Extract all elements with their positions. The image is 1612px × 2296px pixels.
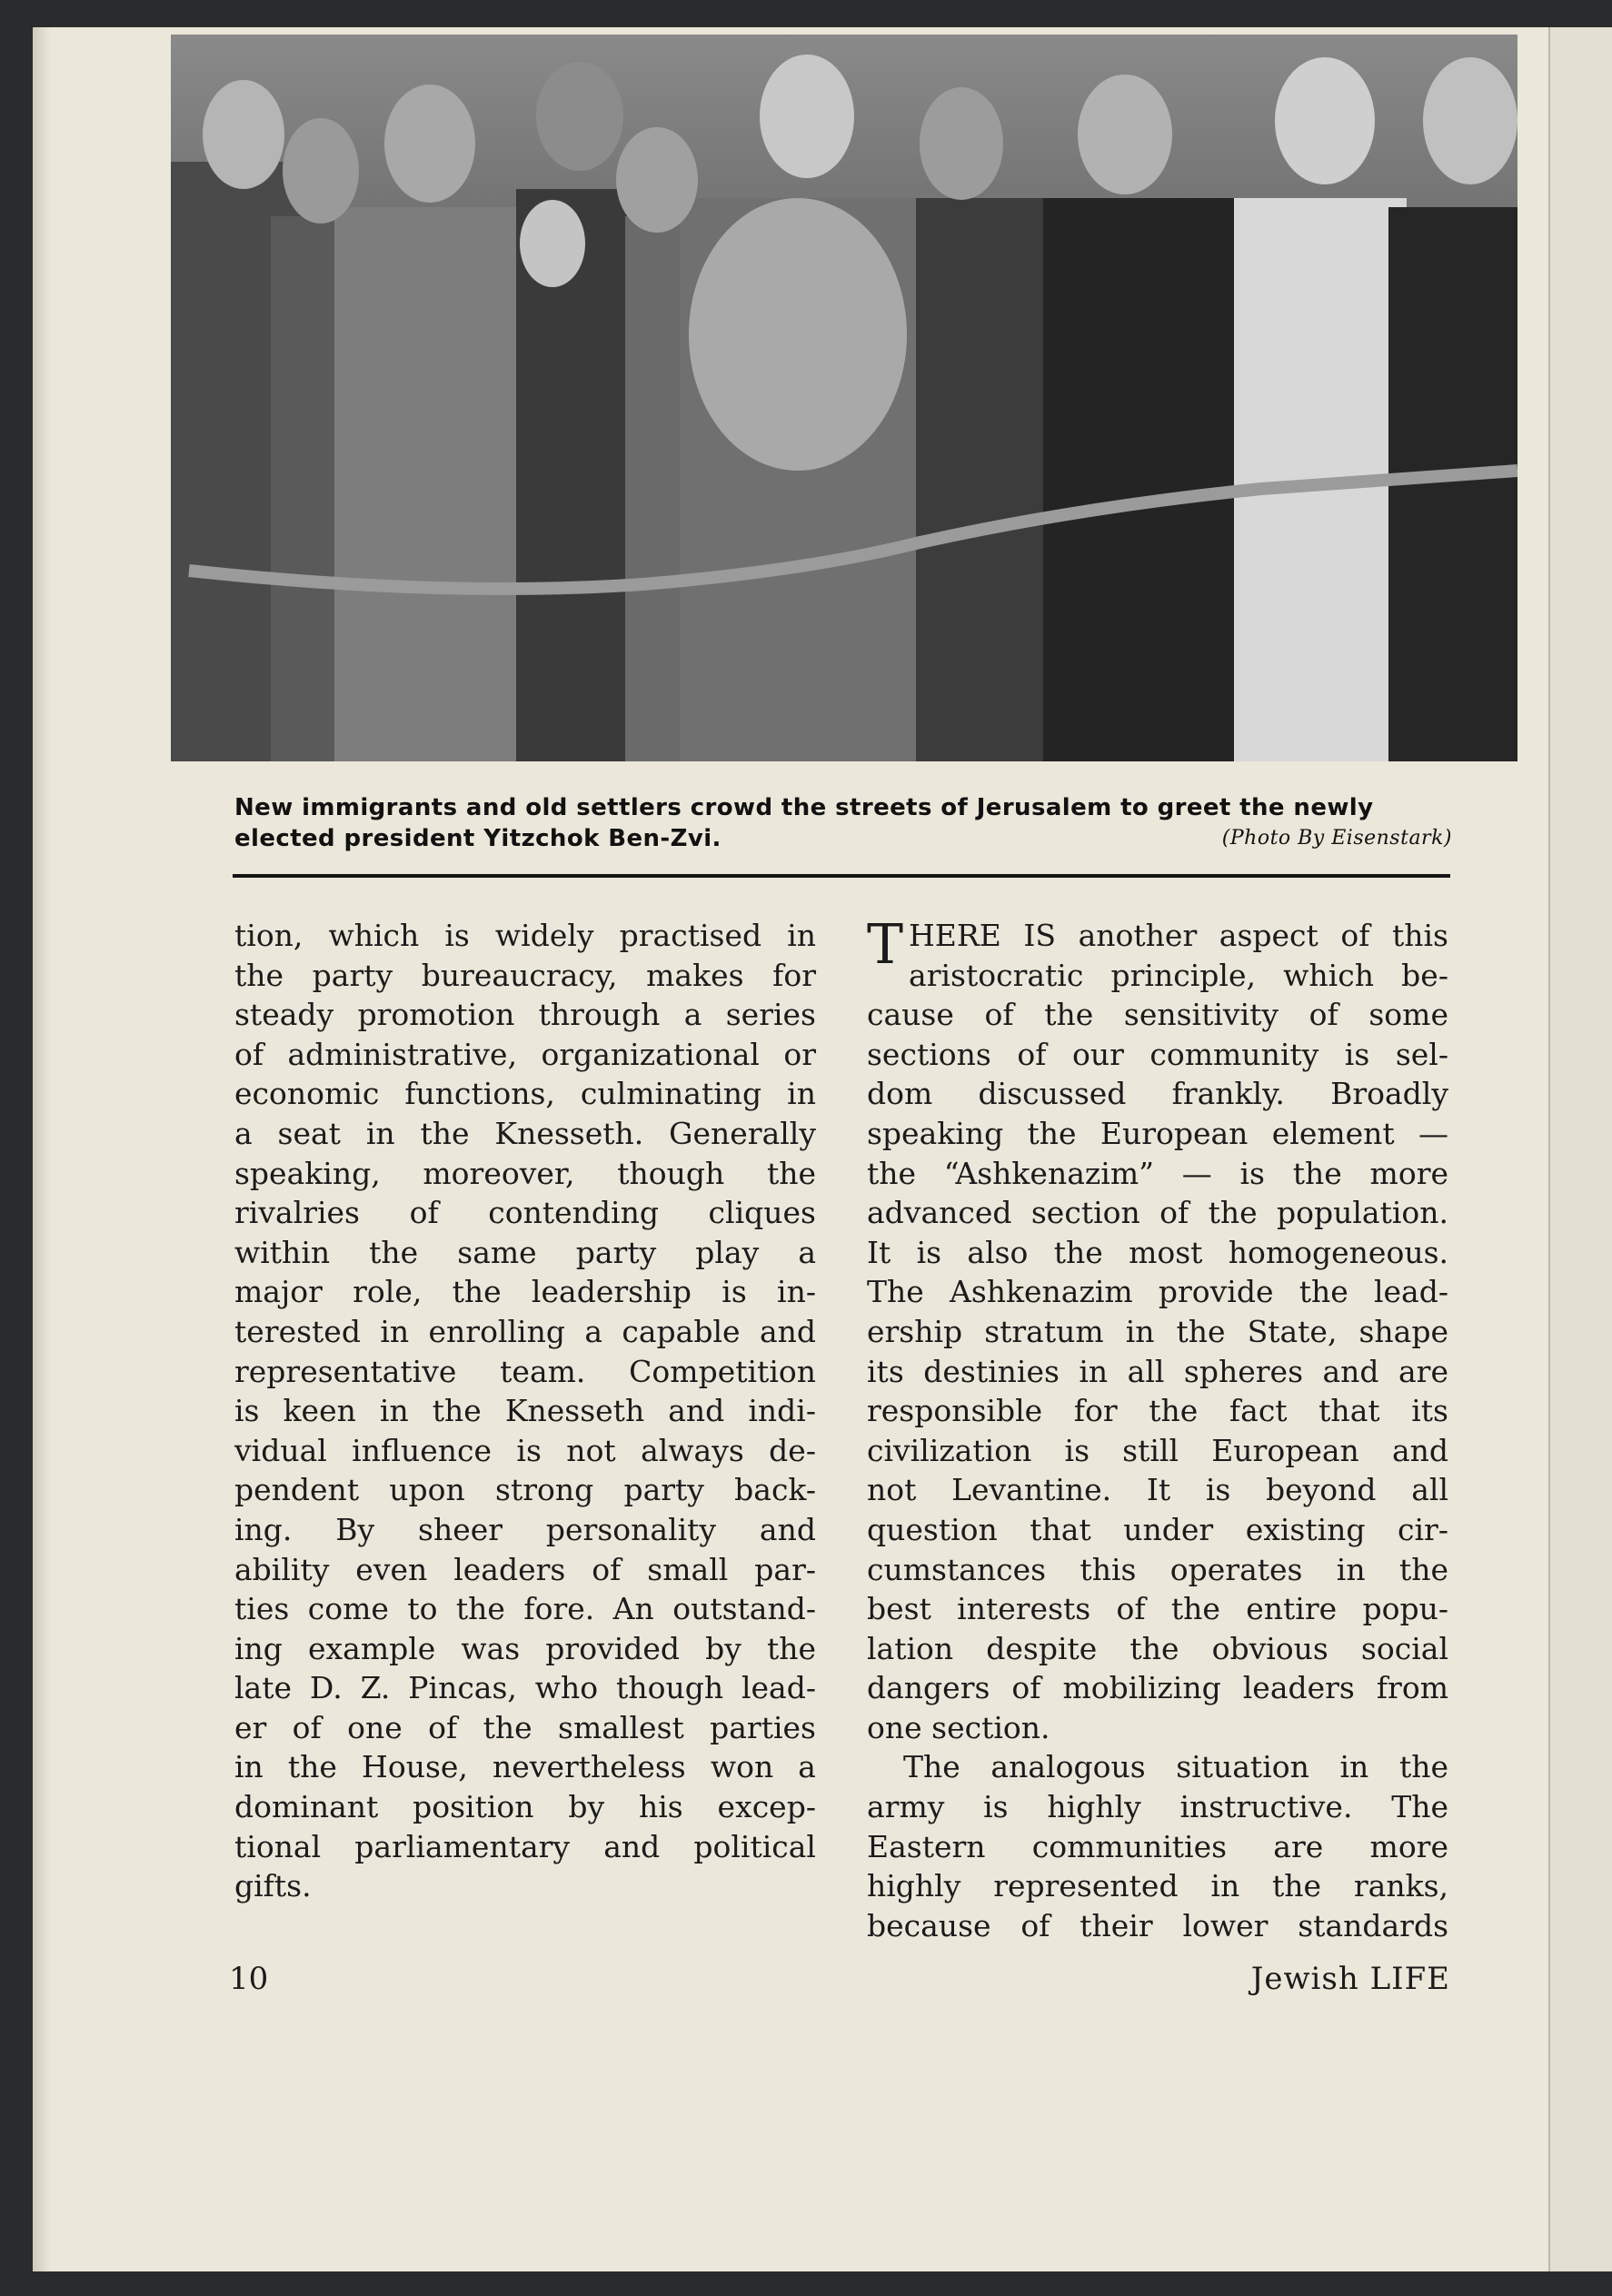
article-line: best interests of the entire popu- (867, 1591, 1448, 1627)
article-line: the “Ashkenazim” — is the more (867, 1155, 1448, 1191)
article-line: not Levantine. It is beyond all (867, 1472, 1448, 1508)
crowd-photo-icon (171, 35, 1517, 761)
article-line: highly represented in the ranks, (867, 1868, 1448, 1904)
article-line: a seat in the Knesseth. Generally (234, 1115, 816, 1151)
gutter-shadow (33, 27, 51, 2271)
article-line: ability even leaders of small par- (234, 1551, 816, 1587)
article-line: dominant position by his excep- (234, 1789, 816, 1825)
article-line: tion, which is widely practised in (234, 918, 816, 953)
article-line: speaking the European element — (867, 1115, 1448, 1151)
article-line: terested in enrolling a capable and (234, 1313, 816, 1349)
article-line: er of one of the smallest parties (234, 1709, 816, 1745)
article-line: economic functions, culminating in (234, 1076, 816, 1112)
caption-rule (233, 874, 1450, 878)
article-line: It is also the most homogeneous. (867, 1234, 1448, 1270)
article-line: ing. By sheer personality and (234, 1511, 816, 1547)
left-text-column (234, 916, 816, 1906)
article-line: pendent upon strong party back- (234, 1472, 816, 1508)
article-line: THERE IS another aspect of this (867, 913, 1448, 977)
article-line: lation despite the obvious social (867, 1630, 1448, 1666)
article-line: The Ashkenazim provide the lead- (867, 1274, 1448, 1310)
caption-line-2: elected president Yitzchok Ben-Zvi. (234, 825, 721, 852)
article-line: rivalries of contending cliques (234, 1195, 816, 1231)
article-line: of administrative, organizational or (234, 1036, 816, 1072)
article-line: question that under existing cir- (867, 1511, 1448, 1547)
adjacent-page-edge (1548, 27, 1612, 2271)
right-paragraph-1 (867, 995, 1448, 1747)
article-line: ing example was provided by the (234, 1630, 816, 1666)
article-line: ership stratum in the State, shape (867, 1313, 1448, 1349)
article-line: civilization is still European and (867, 1432, 1448, 1468)
crowd-photo (171, 35, 1517, 761)
article-line: speaking, moreover, though the (234, 1155, 816, 1191)
photo-credit: (Photo By Eisenstark) (1221, 827, 1452, 850)
article-line: tional parliamentary and political (234, 1828, 816, 1864)
article-line: vidual influence is not always de- (234, 1432, 816, 1468)
article-line: within the same party play a (234, 1234, 816, 1270)
article-line: gifts. (234, 1868, 312, 1904)
article-line: steady promotion through a series (234, 997, 816, 1033)
article-line: dom discussed frankly. Broadly (867, 1076, 1448, 1112)
article-line: Eastern communities are more (867, 1828, 1448, 1864)
photo-caption (234, 792, 1452, 854)
article-line: its destinies in all spheres and are (867, 1353, 1448, 1389)
article-line: cause of the sensitivity of some (867, 997, 1448, 1033)
right-text-column (867, 913, 1448, 1945)
article-line: one section. (867, 1709, 1050, 1745)
article-line: major role, the leadership is in- (234, 1274, 816, 1310)
article-line: advanced section of the population. (867, 1195, 1448, 1231)
article-line: cumstances this operates in the (867, 1551, 1448, 1587)
article-line: ties come to the fore. An outstand- (234, 1591, 816, 1627)
article-line: representative team. Competition (234, 1353, 816, 1389)
article-line: because of their lower standards (867, 1907, 1448, 1943)
article-line: is keen in the Knesseth and indi- (234, 1393, 816, 1429)
article-line: The analogous situation in the (903, 1749, 1448, 1785)
article-line: late D. Z. Pincas, who though lead- (234, 1670, 816, 1706)
right-paragraph-2 (867, 1747, 1448, 1945)
article-line: aristocratic principle, which be- (909, 957, 1448, 993)
article-line: army is highly instructive. The (867, 1789, 1448, 1825)
article-line: the party bureaucracy, makes for (234, 957, 816, 993)
article-line: in the House, nevertheless won a (234, 1749, 816, 1785)
caption-line-1: New immigrants and old settlers crowd the streets of Jerusalem to greet the newly (234, 794, 1374, 821)
page-number: 10 (229, 1961, 269, 1997)
publication-title: Jewish LIFE (1250, 1961, 1450, 1997)
drop-cap: T (867, 913, 904, 977)
article-line: responsible for the fact that its (867, 1393, 1448, 1429)
article-line: sections of our community is sel- (867, 1036, 1448, 1072)
article-line: dangers of mobilizing leaders from (867, 1670, 1448, 1706)
